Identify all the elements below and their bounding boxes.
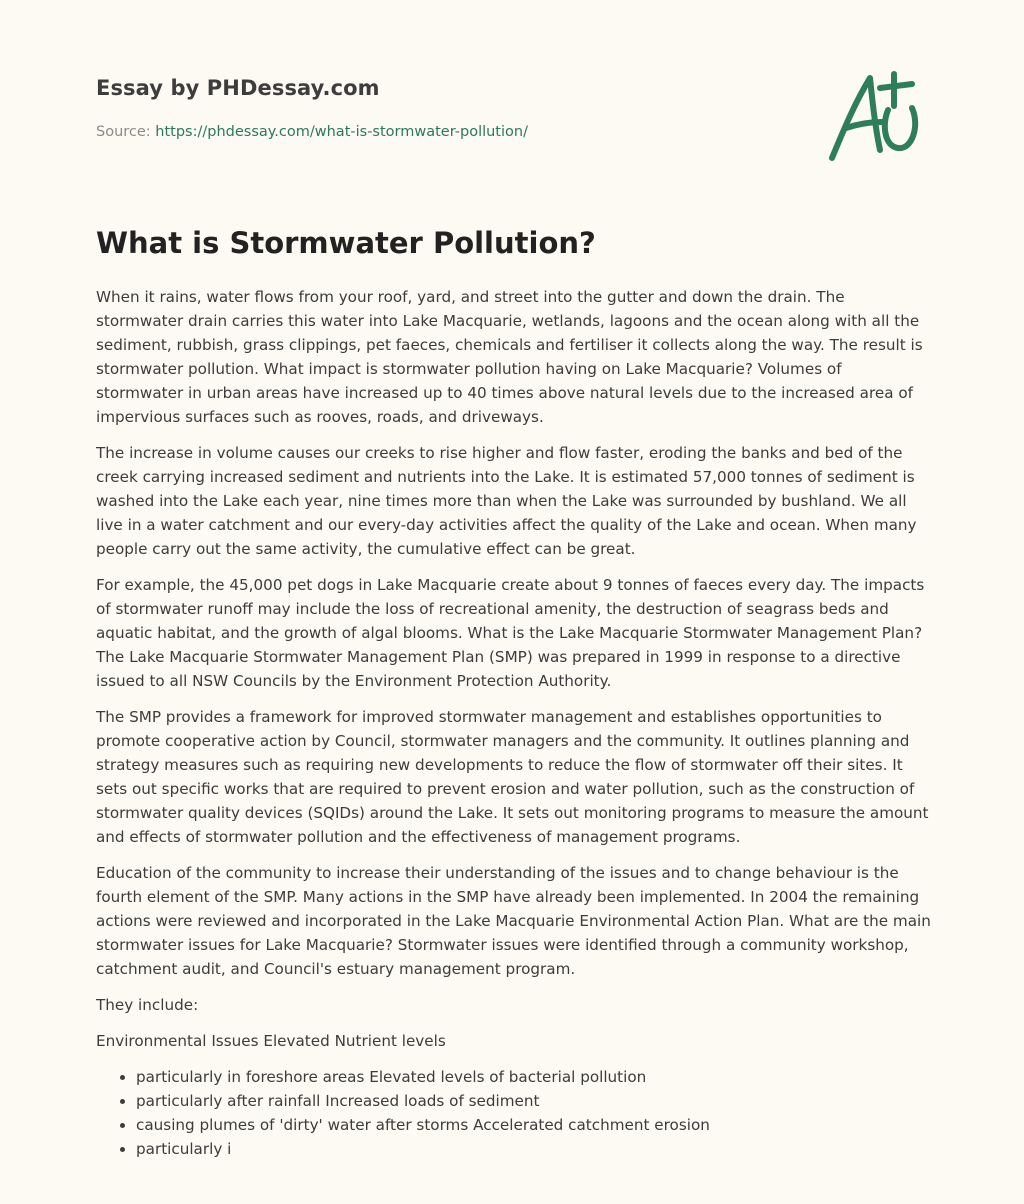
paragraph: When it rains, water flows from your roof, yard, and street into the gutter and down the drain. The stormwater drain carries this water into Lake Macquarie, wetlands, lagoons and the ocean along with all the sediment, rubbish, grass clippings, pet faeces, chemicals and fertiliser it collects along the way. The result is stormwater pollution. What impact is stormwater pollution having on Lake Macquarie? Volumes of stormwater in urban areas have increased up to 40 times above natural levels due to the increased area of impervious surfaces such as rooves, roads, and driveways.	[96, 288, 923, 426]
header	[96, 0, 928, 180]
paragraph: For example, the 45,000 pet dogs in Lake Macquarie create about 9 tonnes of faeces every day. The impacts of stormwater runoff may include the loss of recreational amenity, the destruction of seagrass beds and aquatic habitat, and the growth of algal blooms. What is the Lake Macquarie Stormwater Management Plan? The Lake Macquarie Stormwater Management Plan (SMP) was prepared in 1999 in response to a directive issued to all NSW Councils by the Environment Protection Authority.	[96, 576, 925, 690]
a-plus-logo-icon	[824, 64, 928, 168]
paragraph: The SMP provides a framework for improved stormwater management and establishes opportunities to promote cooperative action by Council, stormwater managers and the community. It outlines planning and strategy measures such as requiring new developments to reduce the flow of stormwater off their sites. It sets out specific works that are required to prevent erosion and water pollution, such as the construction of stormwater quality devices (SQIDs) around the Lake. It sets out monitoring programs to measure the amount and effects of stormwater pollution and the effectiveness of management programs.	[96, 708, 929, 846]
source-label: Source:	[96, 124, 156, 140]
paragraph: They include:	[96, 996, 199, 1014]
paragraph: Education of the community to increase their understanding of the issues and to change behaviour is the fourth element of the SMP. Many actions in the SMP have already been implemented. In 2004 the remaining actions were reviewed and incorporated in the Lake Macquarie Environmental Action Plan. What are the main stormwater issues for Lake Macquarie? Stormwater issues were identified through a community workshop, catchment audit, and Council's estuary management program.	[96, 864, 931, 978]
list-item: • particularly i	[136, 1137, 932, 1161]
paragraph: The increase in volume causes our creeks to rise higher and flow faster, eroding the banks and bed of the creek carrying increased sediment and nutrients into the Lake. It is estimated 57,000 tonnes of sediment is washed into the Lake each year, nine times more than when the Lake was surrounded by bushland. We all live in a water catchment and our every-day activities affect the quality of the Lake and ocean. When many people carry out the same activity, the cumulative effect can be great.	[96, 444, 917, 558]
issues-list	[96, 1065, 932, 1161]
list-item: • causing plumes of 'dirty' water after storms Accelerated catchment erosion	[136, 1113, 932, 1137]
article-title: What is Stormwater Pollution?	[96, 226, 596, 260]
paragraph: Environmental Issues Elevated Nutrient levels	[96, 1032, 446, 1050]
brand-title: Essay by PHDessay.com	[96, 76, 380, 100]
source-line	[96, 124, 528, 140]
list-item: • particularly in foreshore areas Elevated levels of bacterial pollution	[136, 1065, 932, 1089]
article-body	[96, 285, 932, 1161]
list-item: • particularly after rainfall Increased loads of sediment	[136, 1089, 932, 1113]
source-link[interactable]: https://phdessay.com/what-is-stormwater-pollution/	[155, 124, 528, 140]
